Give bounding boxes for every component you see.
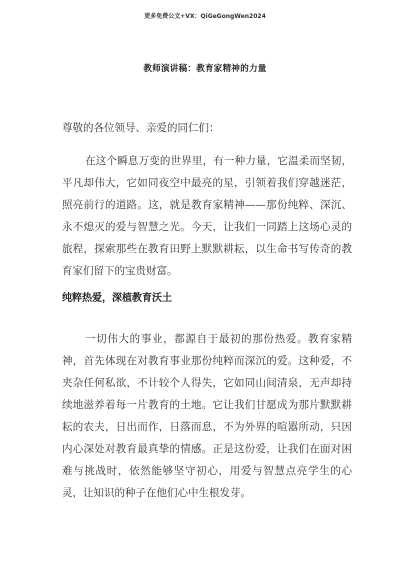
section-heading: 纯粹热爱，深植教育沃土	[62, 293, 172, 304]
document-title: 教师演讲稿：教育家精神的力量	[143, 64, 267, 74]
paragraph-intro: 在这个瞬息万变的世界里，有一种力量，它温柔而坚韧，平凡却伟大，它如同夜空中最亮的星，引领着我们穿越迷茫，照亮前行的道路。这，就是教育家精神——那份纯粹、深沉、永不熄灭的爱与智慧之光。今天，让我们一同踏上这场心灵的旅程，探索那些在教育田野上默默耕耘，以生命书写传奇的教育家们留下的宝贵财富。	[62, 155, 352, 277]
header-note: 更多免费公文+VX：QiGeGongWen2024	[144, 13, 266, 20]
paragraph-body: 一切伟大的事业，都源自于最初的那份热爱。教育家精神，首先体现在对教育事业那份纯粹而深沉的爱。这种爱，不夹杂任何私欲，不计较个人得失，它如同山间清泉，无声却持续地滋养着每一片教育的土地。它让我们甘愿成为那片默默耕耘的农夫，日出而作，日落而息，不为外界的喧嚣所动，只因内心深处对教育最真挚的情感。正是这份爱，让我们在面对困难与挑战时，依然能够坚守初心，用爱与智慧点亮学生的心灵，让知识的种子在他们心中生根发芽。	[62, 333, 352, 499]
salutation: 尊敬的各位领导、亲爱的同仁们：	[62, 122, 220, 134]
